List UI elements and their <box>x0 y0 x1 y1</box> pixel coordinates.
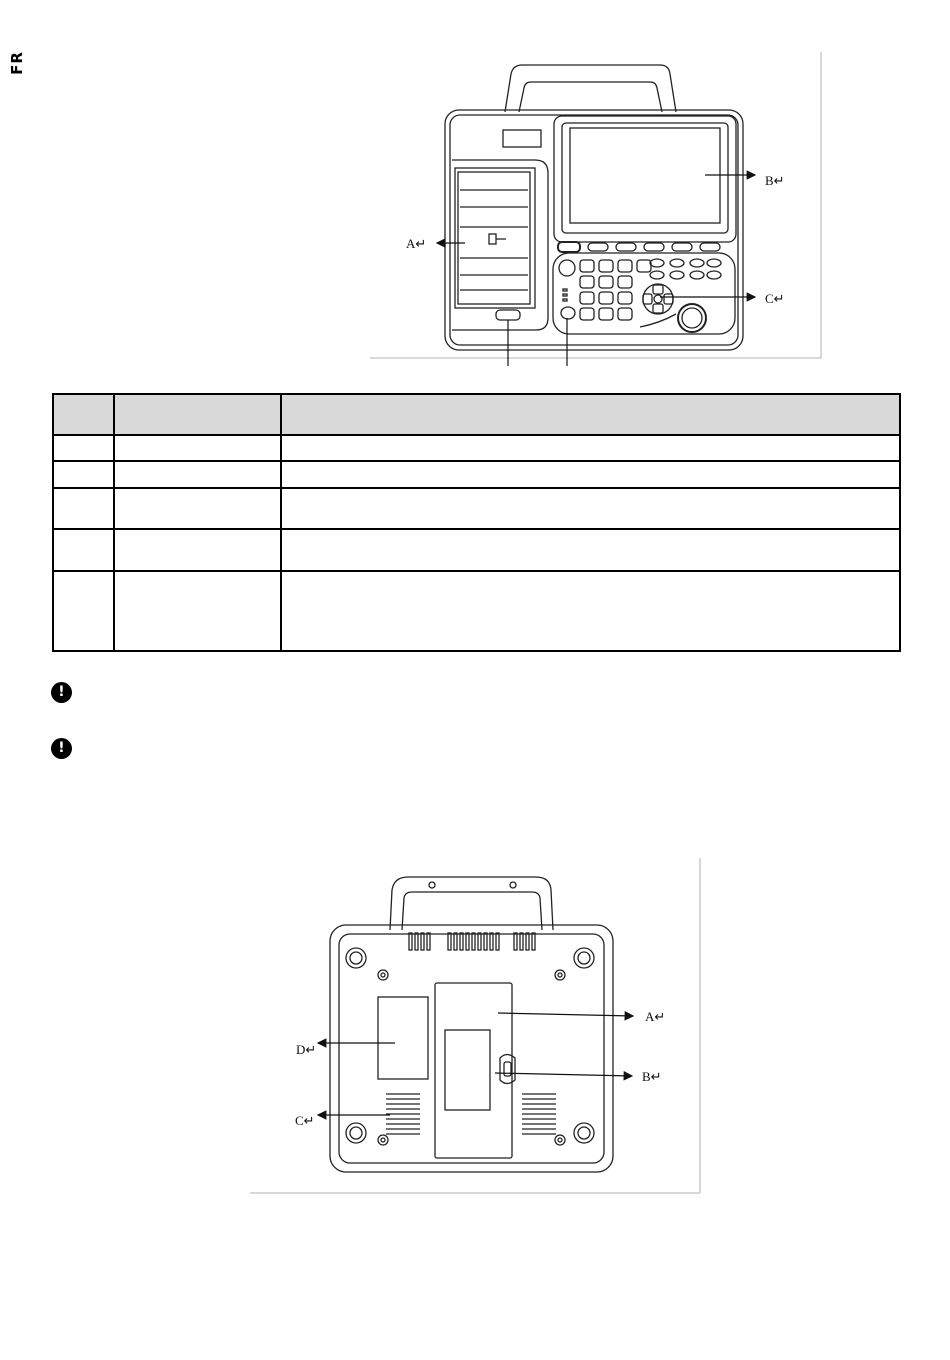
device-body <box>330 925 613 1172</box>
number-key <box>580 260 594 272</box>
power-button <box>559 260 575 276</box>
number-key <box>599 292 613 304</box>
table-cell <box>281 461 900 488</box>
bottom-callout-b: B↵ <box>642 1069 662 1084</box>
soft-keys <box>558 242 720 252</box>
vent-slot <box>409 933 412 950</box>
front-callout-b: B↵ <box>765 173 785 188</box>
table-header-cell <box>281 394 900 435</box>
top-vents <box>409 933 535 950</box>
printer-compartment <box>452 130 548 330</box>
vent-slot <box>454 933 457 950</box>
device-handle <box>505 65 676 112</box>
table-cell <box>53 529 114 571</box>
mode-key <box>650 271 664 279</box>
table-cell <box>53 435 114 461</box>
speaker-grille-left <box>386 1094 420 1134</box>
vent-slot <box>472 933 475 950</box>
mode-key <box>670 271 684 279</box>
component-table <box>52 393 901 652</box>
vent-slot <box>532 933 535 950</box>
table-cell <box>114 488 281 529</box>
table-row <box>53 529 900 571</box>
number-key <box>580 308 594 320</box>
navigation-keys <box>643 284 673 314</box>
keypad <box>553 253 735 334</box>
vent-slot <box>466 933 469 950</box>
number-key <box>618 308 632 320</box>
device-bottom-view-figure <box>240 850 710 1200</box>
mode-key <box>650 259 664 267</box>
logo-plate <box>503 130 541 147</box>
number-key <box>580 292 594 304</box>
vent-slot <box>484 933 487 950</box>
display-screen <box>554 116 736 242</box>
number-key <box>618 260 632 272</box>
warning-icon: ! <box>51 682 72 703</box>
mode-key <box>707 259 721 267</box>
vent-slot <box>478 933 481 950</box>
table-cell <box>281 435 900 461</box>
table-header-row <box>53 394 900 435</box>
table-cell <box>281 571 900 651</box>
vent-slot <box>490 933 493 950</box>
table-cell <box>53 571 114 651</box>
number-key <box>599 308 613 320</box>
mode-key <box>707 271 721 279</box>
vent-slot <box>415 933 418 950</box>
number-key <box>618 276 632 288</box>
table-header-cell <box>53 394 114 435</box>
number-key <box>618 292 632 304</box>
number-key <box>637 260 651 272</box>
table-cell <box>114 435 281 461</box>
table-cell <box>281 488 900 529</box>
table-row <box>53 435 900 461</box>
paper-icon <box>489 234 496 244</box>
device-front-view-figure <box>360 40 840 380</box>
table-row <box>53 571 900 651</box>
vent-slot <box>526 933 529 950</box>
bottom-callout-a: A↵ <box>645 1009 666 1024</box>
language-tab: FR <box>8 51 26 75</box>
rotary-knob <box>678 304 706 332</box>
table-row <box>53 461 900 488</box>
device-handle <box>390 877 553 930</box>
rating-label-area <box>378 997 428 1079</box>
vent-slot <box>448 933 451 950</box>
front-callout-a: A↵ <box>406 236 427 251</box>
vent-slot <box>460 933 463 950</box>
mode-key <box>690 271 704 279</box>
bottom-callout-c: C↵ <box>295 1113 315 1128</box>
table-cell <box>114 529 281 571</box>
printer-latch <box>496 310 520 320</box>
vent-slot <box>496 933 499 950</box>
battery-cover <box>435 983 515 1158</box>
front-callout-c: C↵ <box>765 291 785 306</box>
table-row <box>53 488 900 529</box>
function-button <box>561 307 575 319</box>
bottom-callout-d: D↵ <box>296 1042 317 1057</box>
table-cell <box>53 488 114 529</box>
number-key <box>599 260 613 272</box>
warning-icon: ! <box>51 738 72 759</box>
table-cell <box>53 461 114 488</box>
mode-keys <box>650 259 721 279</box>
number-keys <box>580 260 651 320</box>
mode-key <box>670 259 684 267</box>
table-cell <box>281 529 900 571</box>
number-key <box>599 276 613 288</box>
vent-slot <box>421 933 424 950</box>
table-cell <box>114 571 281 651</box>
table-cell <box>114 461 281 488</box>
vent-slot <box>520 933 523 950</box>
mode-key <box>690 259 704 267</box>
vent-slot <box>427 933 430 950</box>
number-key <box>580 276 594 288</box>
vent-slot <box>514 933 517 950</box>
table-header-cell <box>114 394 281 435</box>
speaker-grille-right <box>522 1094 556 1134</box>
